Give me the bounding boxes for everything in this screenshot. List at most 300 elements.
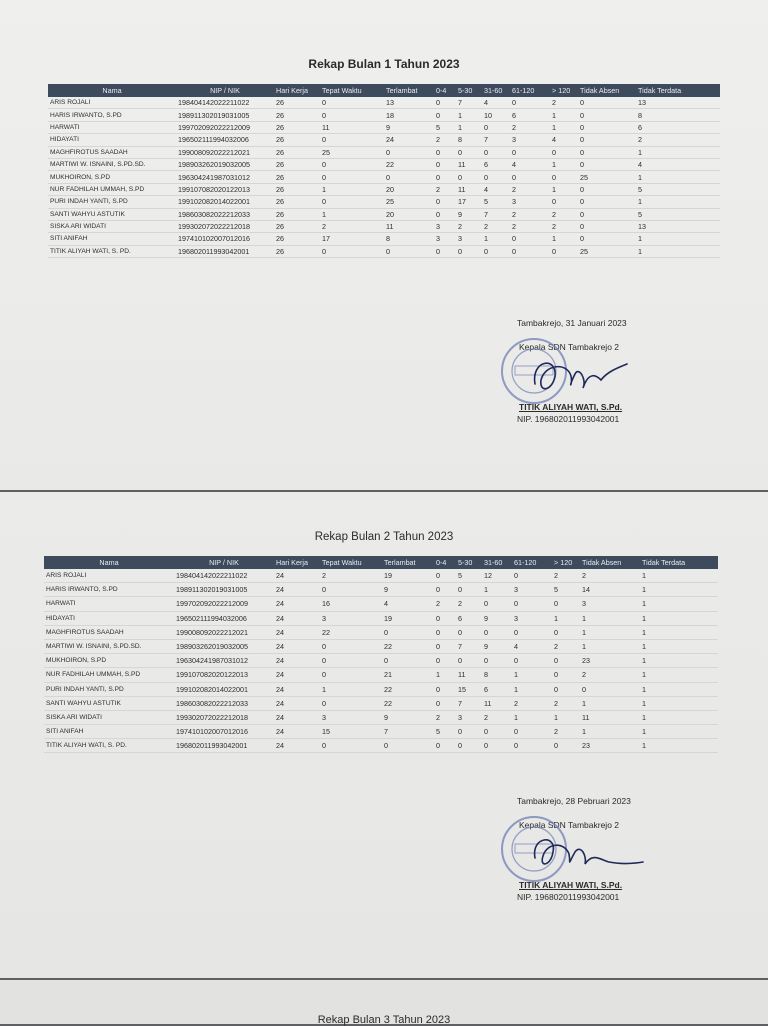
table-cell: 1 xyxy=(512,710,552,724)
table-cell: 0 xyxy=(512,654,552,668)
table-cell: 5 xyxy=(636,208,720,220)
table-cell: 2 xyxy=(552,569,580,583)
table-row xyxy=(44,725,718,739)
table-cell: 1 xyxy=(580,696,640,710)
table-cell: 1 xyxy=(320,682,382,696)
table-cell: 0 xyxy=(552,654,580,668)
table-cell: 3 xyxy=(580,597,640,611)
table-cell: 199302072022212018 xyxy=(174,710,274,724)
table-row xyxy=(44,696,718,710)
table-cell: 0 xyxy=(320,639,382,653)
table-cell: 3 xyxy=(320,611,382,625)
table-cell: 1 xyxy=(640,710,718,724)
column-header: Hari Kerja xyxy=(274,84,320,97)
table-cell: 26 xyxy=(274,134,320,146)
table-cell: 8 xyxy=(456,134,482,146)
table-cell: 18 xyxy=(384,109,434,121)
table-cell: 1 xyxy=(320,183,384,195)
table-cell: 199008092022212021 xyxy=(174,625,274,639)
table-cell: 16 xyxy=(320,597,382,611)
column-header: Tidak Terdata xyxy=(636,84,720,97)
table-cell: 1 xyxy=(640,739,718,753)
column-header: NIP / NIK xyxy=(174,556,274,569)
table-cell: HARWATI xyxy=(48,121,176,133)
table-cell: 26 xyxy=(274,109,320,121)
table-cell: 14 xyxy=(580,583,640,597)
table-cell: 0 xyxy=(434,158,456,170)
table-cell: 199008092022212021 xyxy=(176,146,274,158)
table-cell: 0 xyxy=(578,196,636,208)
table-cell: 5 xyxy=(636,183,720,195)
table-cell: HARWATI xyxy=(44,597,174,611)
table-cell: 198903262019032005 xyxy=(174,639,274,653)
table-cell: TITIK ALIYAH WATI, S. PD. xyxy=(48,245,176,257)
column-header: Tidak Absen xyxy=(580,556,640,569)
table-cell: 7 xyxy=(456,639,482,653)
table-cell: 2 xyxy=(550,220,578,232)
table-cell: 0 xyxy=(384,245,434,257)
table-cell: 6 xyxy=(456,611,482,625)
table-cell: 199107082020122013 xyxy=(174,668,274,682)
table-cell: 0 xyxy=(512,569,552,583)
table-cell: MAGHFIROTUS SAADAH xyxy=(44,625,174,639)
table-cell: 1 xyxy=(456,109,482,121)
table-cell: 1 xyxy=(580,611,640,625)
table-cell: 2 xyxy=(320,569,382,583)
table-cell: 1 xyxy=(640,569,718,583)
table-cell: 0 xyxy=(578,121,636,133)
table-cell: 5 xyxy=(434,121,456,133)
table-cell: 26 xyxy=(274,233,320,245)
table-cell: 24 xyxy=(274,639,320,653)
table-cell: 196502111994032006 xyxy=(174,611,274,625)
table-cell: 22 xyxy=(384,158,434,170)
table-cell: 0 xyxy=(382,654,434,668)
table-cell: SANTI WAHYU ASTUTIK xyxy=(48,208,176,220)
table-cell: 2 xyxy=(434,134,456,146)
table-cell: 5 xyxy=(456,569,482,583)
table-cell: 6 xyxy=(482,682,512,696)
table-cell: 3 xyxy=(510,134,550,146)
table-cell: 0 xyxy=(550,196,578,208)
table-cell: HIDAYATI xyxy=(44,611,174,625)
table-cell: 1 xyxy=(550,233,578,245)
table-cell: 0 xyxy=(434,625,456,639)
table-cell: 12 xyxy=(482,569,512,583)
table-row xyxy=(48,208,720,220)
table-cell: 26 xyxy=(274,97,320,109)
table-cell: 2 xyxy=(550,208,578,220)
table-cell: 199102082014022001 xyxy=(176,196,274,208)
table-cell: 1 xyxy=(636,171,720,183)
table-cell: 1 xyxy=(550,183,578,195)
table-cell: HARIS IRWANTO, S.PD xyxy=(48,109,176,121)
table-cell: 0 xyxy=(578,183,636,195)
table-cell: 198404142022211022 xyxy=(174,569,274,583)
table-row xyxy=(44,569,718,583)
table-cell: 197410102007012016 xyxy=(176,233,274,245)
table-cell: 7 xyxy=(382,725,434,739)
table-cell: 0 xyxy=(550,245,578,257)
place-date: Tambakrejo, 31 Januari 2023 xyxy=(517,318,627,328)
table-cell: 0 xyxy=(578,109,636,121)
table-cell: 25 xyxy=(578,171,636,183)
table-cell: 0 xyxy=(456,725,482,739)
table-cell: HIDAYATI xyxy=(48,134,176,146)
table-cell: 1 xyxy=(320,208,384,220)
column-header: Hari Kerja xyxy=(274,556,320,569)
table-cell: 2 xyxy=(636,134,720,146)
table-cell: 17 xyxy=(320,233,384,245)
report-title: Rekap Bulan 3 Tahun 2023 xyxy=(317,1014,451,1026)
table-cell: SITI ANIFAH xyxy=(44,725,174,739)
column-header: Nama xyxy=(44,556,174,569)
table-row xyxy=(48,245,720,257)
table-cell: 2 xyxy=(512,696,552,710)
column-header: Tidak Terdata xyxy=(640,556,718,569)
table-cell: 9 xyxy=(482,611,512,625)
attendance-table xyxy=(48,84,720,258)
table-cell: 196802011993042001 xyxy=(176,245,274,257)
table-cell: SITI ANIFAH xyxy=(48,233,176,245)
table-cell: 0 xyxy=(512,739,552,753)
table-cell: 2 xyxy=(580,668,640,682)
table-cell: 24 xyxy=(274,725,320,739)
column-header: > 120 xyxy=(550,84,578,97)
report-sheet-january xyxy=(0,0,768,490)
table-cell: 15 xyxy=(320,725,382,739)
table-header-row xyxy=(44,556,718,569)
table-cell: 24 xyxy=(274,597,320,611)
table-header-row xyxy=(48,84,720,97)
table-cell: 5 xyxy=(482,196,510,208)
table-cell: 1 xyxy=(640,639,718,653)
table-cell: 0 xyxy=(550,171,578,183)
table-cell: 19 xyxy=(382,611,434,625)
signer-position: Kepala SDN Tambakrejo 2 xyxy=(519,820,620,830)
table-cell: PURI INDAH YANTI, S.PD xyxy=(48,196,176,208)
table-cell: 0 xyxy=(482,146,510,158)
table-cell: 0 xyxy=(482,171,510,183)
table-cell: 21 xyxy=(382,668,434,682)
table-row xyxy=(44,583,718,597)
table-cell: 26 xyxy=(274,208,320,220)
table-cell: 0 xyxy=(482,245,510,257)
table-cell: 0 xyxy=(482,121,510,133)
table-cell: 0 xyxy=(434,109,456,121)
table-row xyxy=(48,109,720,121)
attendance-table xyxy=(44,556,718,753)
table-cell: 2 xyxy=(434,183,456,195)
table-cell: 0 xyxy=(482,739,512,753)
table-cell: 10 xyxy=(482,109,510,121)
table-cell: 1 xyxy=(636,233,720,245)
table-cell: 19 xyxy=(382,569,434,583)
table-cell: 0 xyxy=(510,245,550,257)
table-cell: 0 xyxy=(580,682,640,696)
table-cell: 11 xyxy=(456,183,482,195)
table-cell: 198911302019031005 xyxy=(176,109,274,121)
table-cell: 0 xyxy=(578,208,636,220)
table-cell: 24 xyxy=(384,134,434,146)
table-cell: 1 xyxy=(640,682,718,696)
table-cell: 1 xyxy=(640,625,718,639)
table-cell: 0 xyxy=(482,725,512,739)
table-cell: 25 xyxy=(384,196,434,208)
table-cell: 5 xyxy=(434,725,456,739)
table-cell: 23 xyxy=(580,654,640,668)
table-cell: 3 xyxy=(434,233,456,245)
table-cell: 11 xyxy=(320,121,384,133)
table-cell: 24 xyxy=(274,710,320,724)
table-cell: 26 xyxy=(274,196,320,208)
column-header: Terlambat xyxy=(384,84,434,97)
table-cell: 1 xyxy=(636,245,720,257)
table-cell: 2 xyxy=(482,710,512,724)
report-sheet-march xyxy=(0,980,768,1024)
table-cell: SISKA ARI WIDATI xyxy=(44,710,174,724)
table-cell: 198603082022212033 xyxy=(176,208,274,220)
table-cell: NUR FADHILAH UMMAH, S.PD xyxy=(44,668,174,682)
table-cell: 0 xyxy=(552,597,580,611)
table-cell: 1 xyxy=(550,158,578,170)
table-cell: 0 xyxy=(482,597,512,611)
table-cell: 4 xyxy=(636,158,720,170)
table-cell: 2 xyxy=(550,97,578,109)
table-cell: 26 xyxy=(274,245,320,257)
column-header: 61-120 xyxy=(510,84,550,97)
table-cell: 1 xyxy=(640,654,718,668)
table-cell: MARTIWI W. ISNAINI, S.PD.SD. xyxy=(48,158,176,170)
table-cell: 199702092022212009 xyxy=(176,121,274,133)
table-row xyxy=(48,158,720,170)
table-row xyxy=(44,611,718,625)
table-cell: 7 xyxy=(482,208,510,220)
table-cell: 196502111994032006 xyxy=(176,134,274,146)
table-cell: 2 xyxy=(510,183,550,195)
table-cell: MUKHOIRON, S.PD xyxy=(44,654,174,668)
table-row xyxy=(48,121,720,133)
table-cell: 2 xyxy=(434,597,456,611)
table-cell: 1 xyxy=(512,682,552,696)
table-cell: 0 xyxy=(456,654,482,668)
table-cell: 13 xyxy=(636,220,720,232)
signer-name: TITIK ALIYAH WATI, S.Pd. xyxy=(519,402,623,412)
table-row xyxy=(44,668,718,682)
table-cell: 26 xyxy=(274,146,320,158)
report-title: Rekap Bulan 2 Tahun 2023 xyxy=(314,531,454,543)
table-cell: 2 xyxy=(552,696,580,710)
table-cell: 1 xyxy=(552,710,580,724)
table-cell: 8 xyxy=(384,233,434,245)
table-cell: 0 xyxy=(434,611,456,625)
table-cell: 2 xyxy=(434,710,456,724)
table-cell: 2 xyxy=(456,220,482,232)
table-cell: 4 xyxy=(510,158,550,170)
table-cell: 1 xyxy=(640,725,718,739)
table-cell: 11 xyxy=(482,696,512,710)
column-header: 0-4 xyxy=(434,84,456,97)
table-cell: 0 xyxy=(434,171,456,183)
table-cell: 0 xyxy=(434,654,456,668)
column-header: 61-120 xyxy=(512,556,552,569)
table-cell: 0 xyxy=(510,233,550,245)
column-header: > 120 xyxy=(552,556,580,569)
table-cell: 4 xyxy=(382,597,434,611)
table-cell: 1 xyxy=(434,668,456,682)
table-row xyxy=(48,233,720,245)
table-cell: 22 xyxy=(320,625,382,639)
table-cell: 24 xyxy=(274,668,320,682)
column-header: Tidak Absen xyxy=(578,84,636,97)
table-row xyxy=(44,625,718,639)
table-cell: 26 xyxy=(274,171,320,183)
table-cell: 0 xyxy=(320,583,382,597)
table-cell: 0 xyxy=(578,233,636,245)
table-cell: 0 xyxy=(578,134,636,146)
signature-icon xyxy=(527,350,647,400)
table-cell: 0 xyxy=(578,97,636,109)
table-cell: 1 xyxy=(640,611,718,625)
table-row xyxy=(44,639,718,653)
table-cell: 9 xyxy=(382,710,434,724)
table-cell: 0 xyxy=(456,583,482,597)
table-cell: 1 xyxy=(482,233,510,245)
signer-name: TITIK ALIYAH WATI, S.Pd. xyxy=(519,880,623,890)
table-cell: 196304241987031012 xyxy=(174,654,274,668)
column-header: 5-30 xyxy=(456,84,482,97)
table-cell: 1 xyxy=(636,196,720,208)
table-cell: 0 xyxy=(384,146,434,158)
table-cell: 0 xyxy=(434,583,456,597)
table-cell: 0 xyxy=(434,739,456,753)
table-cell: 4 xyxy=(482,97,510,109)
table-cell: 23 xyxy=(580,739,640,753)
table-row xyxy=(44,682,718,696)
table-cell: 11 xyxy=(580,710,640,724)
table-cell: 22 xyxy=(382,696,434,710)
table-cell: 1 xyxy=(640,668,718,682)
table-cell: 0 xyxy=(320,245,384,257)
column-header: Terlambat xyxy=(382,556,434,569)
report-title: Rekap Bulan 1 Tahun 2023 xyxy=(308,57,460,71)
table-cell: 11 xyxy=(456,158,482,170)
table-row xyxy=(48,97,720,109)
table-cell: 6 xyxy=(510,109,550,121)
table-cell: 198603082022212033 xyxy=(174,696,274,710)
table-cell: 17 xyxy=(456,196,482,208)
table-cell: 24 xyxy=(274,625,320,639)
table-cell: 199702092022212009 xyxy=(174,597,274,611)
table-cell: 13 xyxy=(636,97,720,109)
table-cell: 2 xyxy=(552,725,580,739)
signer-nip: NIP. 196802011993042001 xyxy=(517,892,620,902)
table-row xyxy=(48,134,720,146)
table-cell: 0 xyxy=(456,245,482,257)
table-cell: 0 xyxy=(434,245,456,257)
table-cell: 0 xyxy=(320,97,384,109)
table-cell: 0 xyxy=(456,625,482,639)
table-cell: 0 xyxy=(456,739,482,753)
column-header: 31-60 xyxy=(482,556,512,569)
table-cell: 199302072022212018 xyxy=(176,220,274,232)
table-cell: 3 xyxy=(510,196,550,208)
table-cell: 0 xyxy=(552,739,580,753)
table-cell: 1 xyxy=(636,146,720,158)
table-cell: SANTI WAHYU ASTUTIK xyxy=(44,696,174,710)
table-cell: 3 xyxy=(512,611,552,625)
table-cell: 0 xyxy=(434,696,456,710)
table-cell: 3 xyxy=(456,233,482,245)
table-cell: 26 xyxy=(274,183,320,195)
table-cell: 7 xyxy=(482,134,510,146)
table-cell: MAGHFIROTUS SAADAH xyxy=(48,146,176,158)
table-cell: 0 xyxy=(320,171,384,183)
table-row xyxy=(44,654,718,668)
table-row xyxy=(48,220,720,232)
table-cell: 1 xyxy=(552,611,580,625)
table-cell: 5 xyxy=(552,583,580,597)
column-header: Tepat Waktu xyxy=(320,84,384,97)
table-cell: 2 xyxy=(510,208,550,220)
table-cell: 11 xyxy=(456,668,482,682)
table-cell: NUR FADHILAH UMMAH, S.PD xyxy=(48,183,176,195)
table-cell: 198404142022211022 xyxy=(176,97,274,109)
table-cell: 0 xyxy=(456,146,482,158)
table-cell: 1 xyxy=(550,109,578,121)
table-cell: 0 xyxy=(434,639,456,653)
table-cell: 0 xyxy=(434,208,456,220)
table-cell: 25 xyxy=(578,245,636,257)
table-cell: 2 xyxy=(510,121,550,133)
table-cell: 24 xyxy=(274,696,320,710)
table-cell: 1 xyxy=(456,121,482,133)
table-cell: 1 xyxy=(550,121,578,133)
table-row xyxy=(44,710,718,724)
table-cell: 2 xyxy=(320,220,384,232)
column-header: 0-4 xyxy=(434,556,456,569)
signature-icon xyxy=(527,828,647,878)
signature-block xyxy=(517,796,677,906)
table-cell: 1 xyxy=(580,725,640,739)
table-cell: 1 xyxy=(640,597,718,611)
table-cell: 196304241987031012 xyxy=(176,171,274,183)
signer-position: Kepala SDN Tambakrejo 2 xyxy=(519,342,620,352)
table-cell: TITIK ALIYAH WATI, S. PD. xyxy=(44,739,174,753)
table-cell: 0 xyxy=(320,196,384,208)
table-cell: MUKHOIRON, S.PD xyxy=(48,171,176,183)
table-cell: 22 xyxy=(382,682,434,696)
table-cell: 2 xyxy=(482,220,510,232)
table-cell: 24 xyxy=(274,739,320,753)
table-cell: 6 xyxy=(636,121,720,133)
column-header: 5-30 xyxy=(456,556,482,569)
table-cell: 199107082020122013 xyxy=(176,183,274,195)
table-cell: 0 xyxy=(510,171,550,183)
table-cell: SISKA ARI WIDATI xyxy=(48,220,176,232)
table-cell: 7 xyxy=(456,97,482,109)
table-cell: 0 xyxy=(578,146,636,158)
table-cell: 0 xyxy=(512,597,552,611)
table-cell: 4 xyxy=(550,134,578,146)
table-cell: 0 xyxy=(320,668,382,682)
table-cell: 1 xyxy=(640,583,718,597)
table-cell: 15 xyxy=(456,682,482,696)
table-cell: 0 xyxy=(510,146,550,158)
table-cell: 0 xyxy=(320,739,382,753)
table-cell: 0 xyxy=(384,171,434,183)
table-cell: 9 xyxy=(382,583,434,597)
